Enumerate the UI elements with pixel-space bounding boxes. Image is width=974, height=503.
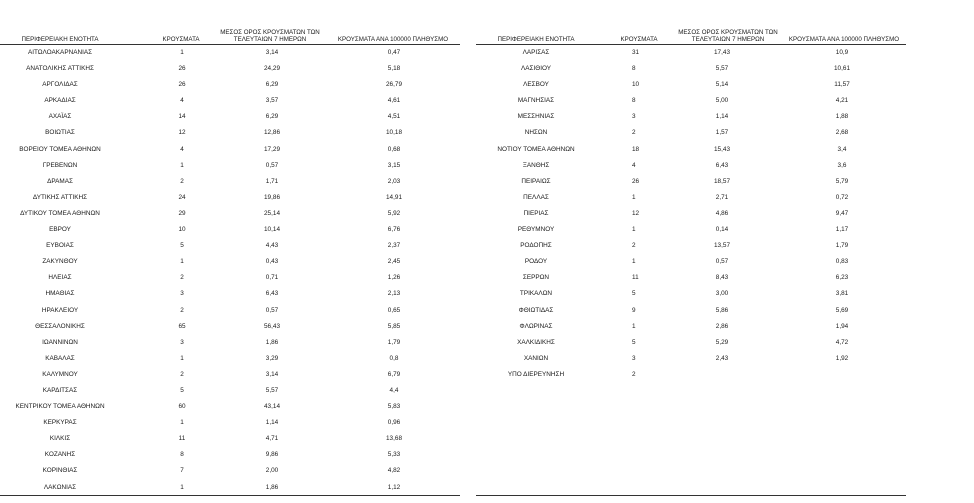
cell-region: ΜΕΣΣΗΝΙΑΣ xyxy=(517,113,555,121)
table-row xyxy=(476,335,906,351)
cell-per100k: 4,51 xyxy=(387,113,401,121)
cell-region: ΦΘΙΩΤΙΔΑΣ xyxy=(518,306,554,314)
table-row xyxy=(476,93,906,109)
table-row xyxy=(476,254,906,270)
table-row xyxy=(0,383,460,399)
cell-avg7: 6,43 xyxy=(715,161,729,169)
cell-cases: 8 xyxy=(632,65,636,73)
table-row xyxy=(0,109,460,125)
cell-region: ΚΑΒΑΛΑΣ xyxy=(45,354,75,362)
table-row xyxy=(0,303,460,319)
cell-cases: 5 xyxy=(632,290,636,298)
cell-region: ΠΕΙΡΑΙΩΣ xyxy=(521,177,551,185)
cell-region: ΡΕΘΥΜΝΟΥ xyxy=(517,226,555,234)
table-row xyxy=(0,174,460,190)
table-row xyxy=(0,93,460,109)
table-row xyxy=(476,286,906,302)
cell-per100k: 3,4 xyxy=(837,145,847,153)
table-row xyxy=(476,319,906,335)
cell-region: ΕΒΡΟΥ xyxy=(49,226,71,234)
cell-avg7: 1,14 xyxy=(265,419,279,427)
table-row xyxy=(0,415,460,431)
cell-region: ΧΑΝΙΩΝ xyxy=(523,354,549,362)
cell-cases: 3 xyxy=(632,354,636,362)
table-row xyxy=(476,222,906,238)
cell-region: ΦΛΩΡΙΝΑΣ xyxy=(519,322,553,330)
table-row xyxy=(0,335,460,351)
cell-region: ΚΟΡΙΝΘΙΑΣ xyxy=(42,467,78,475)
cell-region: ΑΙΤΩΛΟΑΚΑΡΝΑΝΙΑΣ xyxy=(27,49,93,56)
cell-region: ΔΥΤΙΚΟΥ ΤΟΜΕΑ ΑΘΗΝΩΝ xyxy=(20,209,100,217)
table-row xyxy=(0,222,460,238)
cell-cases: 2 xyxy=(180,177,184,185)
cell-region: ΤΡΙΚΑΛΩΝ xyxy=(519,290,553,298)
table-row xyxy=(0,238,460,254)
table-row xyxy=(0,125,460,141)
cell-cases: 29 xyxy=(178,209,186,217)
cell-avg7: 13,57 xyxy=(714,242,730,250)
cell-region: ΝΗΣΩΝ xyxy=(524,129,548,137)
cell-region: ΑΧΑΪΑΣ xyxy=(48,113,72,121)
cell-cases: 2 xyxy=(180,306,184,314)
table-row xyxy=(0,447,460,463)
cell-cases: 7 xyxy=(180,467,184,475)
cell-per100k: 5,83 xyxy=(387,403,401,411)
right-table-header xyxy=(476,26,906,45)
cell-cases: 2 xyxy=(632,370,636,378)
cell-per100k: 1,17 xyxy=(835,226,849,234)
cell-cases: 1 xyxy=(632,226,636,234)
cell-avg7: 24,29 xyxy=(264,65,280,73)
cell-per100k: 0,8 xyxy=(389,354,399,362)
cell-avg7: 56,43 xyxy=(264,322,280,330)
cell-cases: 3 xyxy=(632,113,636,121)
header-avg7: ΜΕΣΟΣ ΟΡΟΣ ΚΡΟΥΣΜΑΤΩΝ ΤΩΝ ΤΕΛΕΥΤΑΙΩΝ 7 ΗΜΕΡΩΝ xyxy=(220,29,320,43)
cell-per100k: 0,96 xyxy=(387,419,401,427)
cell-region: ΒΟΙΩΤΙΑΣ xyxy=(45,129,75,137)
cell-avg7: 10,14 xyxy=(264,226,280,234)
table-row xyxy=(476,125,906,141)
cell-avg7: 4,71 xyxy=(265,435,279,443)
cell-region: ΡΟΔΟΥ xyxy=(524,258,548,266)
cell-cases: 4 xyxy=(632,161,636,169)
left-table xyxy=(0,26,460,496)
cell-per100k: 5,79 xyxy=(835,177,849,185)
cell-region: ΛΑΡΙΣΑΣ xyxy=(522,49,550,56)
cell-avg7: 1,86 xyxy=(265,338,279,346)
cell-per100k: 5,69 xyxy=(835,306,849,314)
cell-avg7: 5,57 xyxy=(265,386,279,394)
cell-region: ΚΙΛΚΙΣ xyxy=(49,435,71,443)
right-table xyxy=(476,26,906,383)
cell-avg7: 5,57 xyxy=(715,65,729,73)
cell-region: ΔΥΤΙΚΗΣ ΑΤΤΙΚΗΣ xyxy=(32,193,88,201)
cell-per100k: 5,18 xyxy=(387,65,401,73)
cell-avg7: 3,14 xyxy=(265,370,279,378)
cell-per100k: 11,57 xyxy=(834,81,850,89)
cell-avg7: 6,29 xyxy=(265,113,279,121)
cell-per100k: 2,03 xyxy=(387,177,401,185)
cell-per100k: 4,21 xyxy=(835,97,849,105)
cell-cases: 1 xyxy=(180,161,184,169)
cell-region: ΙΩΑΝΝΙΝΩΝ xyxy=(42,338,78,346)
cell-region: ΛΑΣΙΘΙΟΥ xyxy=(520,65,552,73)
cell-cases: 5 xyxy=(180,386,184,394)
cell-cases: 8 xyxy=(180,451,184,459)
cell-region: ΓΡΕΒΕΝΩΝ xyxy=(42,161,78,169)
cell-per100k: 2,13 xyxy=(387,290,401,298)
cell-region: ΚΕΝΤΡΙΚΟΥ ΤΟΜΕΑ ΑΘΗΝΩΝ xyxy=(15,403,105,411)
table-row xyxy=(476,142,906,158)
cell-cases: 1 xyxy=(632,258,636,266)
cell-per100k: 10,61 xyxy=(834,65,850,73)
cell-cases: 1 xyxy=(180,49,184,56)
cell-region: ΚΕΡΚΥΡΑΣ xyxy=(43,419,77,427)
cell-cases: 1 xyxy=(180,258,184,266)
cell-cases: 24 xyxy=(178,193,186,201)
table-row xyxy=(476,367,906,383)
cell-per100k: 1,26 xyxy=(387,274,401,282)
cell-per100k: 0,65 xyxy=(387,306,401,314)
cell-per100k: 2,37 xyxy=(387,242,401,250)
cell-region: ΧΑΛΚΙΔΙΚΗΣ xyxy=(517,338,555,346)
cell-region: ΗΡΑΚΛΕΙΟΥ xyxy=(41,306,79,314)
cell-per100k: 9,47 xyxy=(835,209,849,217)
table-row xyxy=(476,238,906,254)
cell-avg7: 3,14 xyxy=(265,49,279,56)
table-row xyxy=(0,77,460,93)
cell-per100k: 1,88 xyxy=(835,113,849,121)
bottom-rule xyxy=(476,495,906,496)
cell-per100k: 13,68 xyxy=(386,435,402,443)
cell-cases: 11 xyxy=(178,435,186,443)
table-row xyxy=(476,351,906,367)
cell-avg7: 12,86 xyxy=(264,129,280,137)
cell-cases: 10 xyxy=(632,81,640,89)
table-row xyxy=(0,431,460,447)
cell-per100k: 2,68 xyxy=(835,129,849,137)
cell-region: ΛΑΚΩΝΙΑΣ xyxy=(43,483,77,491)
cell-cases: 2 xyxy=(632,129,636,137)
cell-avg7: 2,86 xyxy=(715,322,729,330)
cell-region: ΞΑΝΘΗΣ xyxy=(522,161,550,169)
cell-cases: 65 xyxy=(178,322,186,330)
bottom-rule xyxy=(0,495,460,496)
table-row xyxy=(476,190,906,206)
cell-avg7: 3,00 xyxy=(715,290,729,298)
cell-avg7: 2,71 xyxy=(715,193,729,201)
cell-cases: 12 xyxy=(178,129,186,137)
header-cases: ΚΡΟΥΣΜΑΤΑ xyxy=(620,36,658,43)
cell-per100k: 0,68 xyxy=(387,145,401,153)
cell-avg7: 18,57 xyxy=(714,177,730,185)
cell-region: ΗΜΑΘΙΑΣ xyxy=(45,290,75,298)
cell-per100k: 3,15 xyxy=(387,161,401,169)
cell-cases: 5 xyxy=(180,242,184,250)
cell-region: ΠΕΛΛΑΣ xyxy=(523,193,549,201)
cell-avg7: 5,00 xyxy=(715,97,729,105)
cell-region: ΚΑΡΔΙΤΣΑΣ xyxy=(42,386,78,394)
cell-region: ΥΠΟ ΔΙΕΡΕΥΝΗΣΗ xyxy=(507,370,565,378)
header-per100k: ΚΡΟΥΣΜΑΤΑ ΑΝΑ 100000 ΠΛΗΘΥΣΜΟ xyxy=(337,36,449,43)
cell-cases: 1 xyxy=(180,419,184,427)
cell-avg7: 17,43 xyxy=(714,49,730,56)
cell-per100k: 10,18 xyxy=(386,129,402,137)
cell-per100k: 0,47 xyxy=(387,49,401,56)
cell-avg7: 17,29 xyxy=(264,145,280,153)
cell-cases: 9 xyxy=(632,306,636,314)
cell-region: ΒΟΡΕΙΟΥ ΤΟΜΕΑ ΑΘΗΝΩΝ xyxy=(19,145,101,153)
cell-per100k: 5,85 xyxy=(387,322,401,330)
table-row xyxy=(0,270,460,286)
cell-cases: 3 xyxy=(180,290,184,298)
header-region: ΠΕΡΙΦΕΡΕΙΑΚΗ ΕΝΟΤΗΤΑ xyxy=(497,36,575,43)
cell-cases: 26 xyxy=(632,177,640,185)
cell-cases: 2 xyxy=(180,274,184,282)
table-row xyxy=(476,109,906,125)
cell-region: ΡΟΔΟΠΗΣ xyxy=(520,242,552,250)
cell-avg7: 43,14 xyxy=(264,403,280,411)
cell-cases: 10 xyxy=(178,226,186,234)
cell-avg7: 0,71 xyxy=(265,274,279,282)
left-table-header xyxy=(0,26,460,45)
table-row xyxy=(0,206,460,222)
cell-cases: 11 xyxy=(632,274,639,282)
table-row xyxy=(0,45,460,61)
table-row xyxy=(0,286,460,302)
cell-avg7: 0,14 xyxy=(715,226,729,234)
cell-avg7: 19,86 xyxy=(264,193,280,201)
cell-per100k: 1,94 xyxy=(835,322,849,330)
table-row xyxy=(0,399,460,415)
cell-avg7: 5,29 xyxy=(715,338,729,346)
cell-avg7: 5,14 xyxy=(715,81,729,89)
cell-per100k: 3,6 xyxy=(837,161,847,169)
cell-cases: 14 xyxy=(178,113,186,121)
cell-avg7: 3,29 xyxy=(265,354,279,362)
cell-per100k: 26,79 xyxy=(386,81,402,89)
cell-cases: 2 xyxy=(632,242,636,250)
header-cases: ΚΡΟΥΣΜΑΤΑ xyxy=(162,36,200,43)
cell-region: ΚΑΛΥΜΝΟΥ xyxy=(42,370,78,378)
cell-per100k: 5,33 xyxy=(387,451,401,459)
cell-cases: 26 xyxy=(178,81,186,89)
cell-per100k: 0,72 xyxy=(835,193,849,201)
table-row xyxy=(476,158,906,174)
cell-cases: 12 xyxy=(632,209,640,217)
cell-avg7: 6,29 xyxy=(265,81,279,89)
cell-avg7: 25,14 xyxy=(264,209,280,217)
right-table-body xyxy=(476,45,906,383)
table-row xyxy=(476,206,906,222)
cell-per100k: 0,83 xyxy=(835,258,849,266)
cell-avg7: 1,86 xyxy=(265,483,279,491)
cell-avg7: 5,86 xyxy=(715,306,729,314)
cell-avg7: 6,43 xyxy=(265,290,279,298)
table-row xyxy=(0,319,460,335)
cell-cases: 1 xyxy=(632,193,636,201)
cell-cases: 3 xyxy=(180,338,184,346)
table-row xyxy=(0,142,460,158)
cell-cases: 4 xyxy=(180,145,184,153)
cell-avg7: 4,86 xyxy=(715,209,729,217)
cell-avg7: 0,57 xyxy=(265,161,279,169)
cell-per100k: 3,81 xyxy=(835,290,849,298)
cell-cases: 5 xyxy=(632,338,636,346)
cell-avg7: 0,57 xyxy=(715,258,729,266)
cell-per100k: 1,12 xyxy=(387,483,401,491)
table-row xyxy=(476,270,906,286)
cell-cases: 2 xyxy=(180,370,184,378)
table-row xyxy=(0,367,460,383)
cell-avg7: 15,43 xyxy=(714,145,730,153)
table-row xyxy=(0,351,460,367)
table-row xyxy=(0,158,460,174)
cell-per100k: 2,45 xyxy=(387,258,401,266)
cell-per100k: 14,91 xyxy=(386,193,402,201)
cell-region: ΔΡΑΜΑΣ xyxy=(47,177,73,185)
cell-region: ΖΑΚΥΝΘΟΥ xyxy=(42,258,78,266)
cell-cases: 26 xyxy=(178,65,186,73)
header-per100k: ΚΡΟΥΣΜΑΤΑ ΑΝΑ 100000 ΠΛΗΘΥΣΜΟ xyxy=(788,36,900,43)
table-row xyxy=(476,174,906,190)
table-row xyxy=(476,45,906,61)
cell-avg7: 0,57 xyxy=(265,306,279,314)
cell-region: ΝΟΤΙΟΥ ΤΟΜΕΑ ΑΘΗΝΩΝ xyxy=(497,145,575,153)
cell-region: ΗΛΕΙΑΣ xyxy=(48,274,72,282)
cell-cases: 31 xyxy=(632,49,640,56)
cell-cases: 1 xyxy=(632,322,636,330)
cell-avg7: 1,57 xyxy=(715,129,729,137)
header-region: ΠΕΡΙΦΕΡΕΙΑΚΗ ΕΝΟΤΗΤΑ xyxy=(21,36,99,43)
cell-avg7: 9,86 xyxy=(265,451,279,459)
table-row xyxy=(0,190,460,206)
cell-per100k: 4,4 xyxy=(389,386,399,394)
cell-per100k: 6,23 xyxy=(835,274,849,282)
cell-region: ΑΡΚΑΔΙΑΣ xyxy=(44,97,76,105)
cell-avg7: 4,43 xyxy=(265,242,279,250)
cell-avg7: 3,57 xyxy=(265,97,279,105)
table-row xyxy=(0,480,460,496)
cell-per100k: 4,72 xyxy=(835,338,849,346)
cell-region: ΛΕΣΒΟΥ xyxy=(523,81,549,89)
cell-region: ΠΙΕΡΙΑΣ xyxy=(523,209,549,217)
cell-per100k: 5,92 xyxy=(387,209,401,217)
cell-per100k: 1,79 xyxy=(387,338,401,346)
cell-cases: 1 xyxy=(180,483,184,491)
cell-per100k: 6,76 xyxy=(387,226,401,234)
cell-avg7: 0,43 xyxy=(265,258,279,266)
cell-cases: 4 xyxy=(180,97,184,105)
cell-region: ΕΥΒΟΙΑΣ xyxy=(46,242,74,250)
cell-per100k: 4,82 xyxy=(387,467,401,475)
cell-per100k: 10,9 xyxy=(835,49,849,56)
table-row xyxy=(0,463,460,479)
cell-region: ΘΕΣΣΑΛΟΝΙΚΗΣ xyxy=(35,322,85,330)
cell-region: ΑΝΑΤΟΛΙΚΗΣ ΑΤΤΙΚΗΣ xyxy=(26,65,94,73)
cell-region: ΑΡΓΟΛΙΔΑΣ xyxy=(42,81,78,89)
table-row xyxy=(476,77,906,93)
cell-cases: 1 xyxy=(180,354,184,362)
cell-avg7: 8,43 xyxy=(715,274,729,282)
cell-per100k: 1,92 xyxy=(835,354,849,362)
cell-avg7: 2,43 xyxy=(715,354,729,362)
table-row xyxy=(0,254,460,270)
table-row xyxy=(476,303,906,319)
cell-avg7: 1,14 xyxy=(715,113,729,121)
header-avg7: ΜΕΣΟΣ ΟΡΟΣ ΚΡΟΥΣΜΑΤΩΝ ΤΩΝ ΤΕΛΕΥΤΑΙΩΝ 7 ΗΜΕΡΩΝ xyxy=(678,29,778,43)
cell-avg7: 2,00 xyxy=(265,467,279,475)
table-row xyxy=(0,61,460,77)
cell-per100k: 6,79 xyxy=(387,370,401,378)
cell-cases: 18 xyxy=(632,145,640,153)
cell-region: ΣΕΡΡΩΝ xyxy=(522,274,550,282)
table-row xyxy=(476,61,906,77)
cell-cases: 8 xyxy=(632,97,636,105)
cell-region: ΚΟΖΑΝΗΣ xyxy=(44,451,76,459)
left-table-body xyxy=(0,45,460,496)
cell-cases: 60 xyxy=(178,403,186,411)
cell-per100k: 4,61 xyxy=(387,97,401,105)
cell-per100k: 1,79 xyxy=(835,242,849,250)
cell-avg7: 1,71 xyxy=(265,177,279,185)
cell-region: ΜΑΓΝΗΣΙΑΣ xyxy=(517,97,555,105)
